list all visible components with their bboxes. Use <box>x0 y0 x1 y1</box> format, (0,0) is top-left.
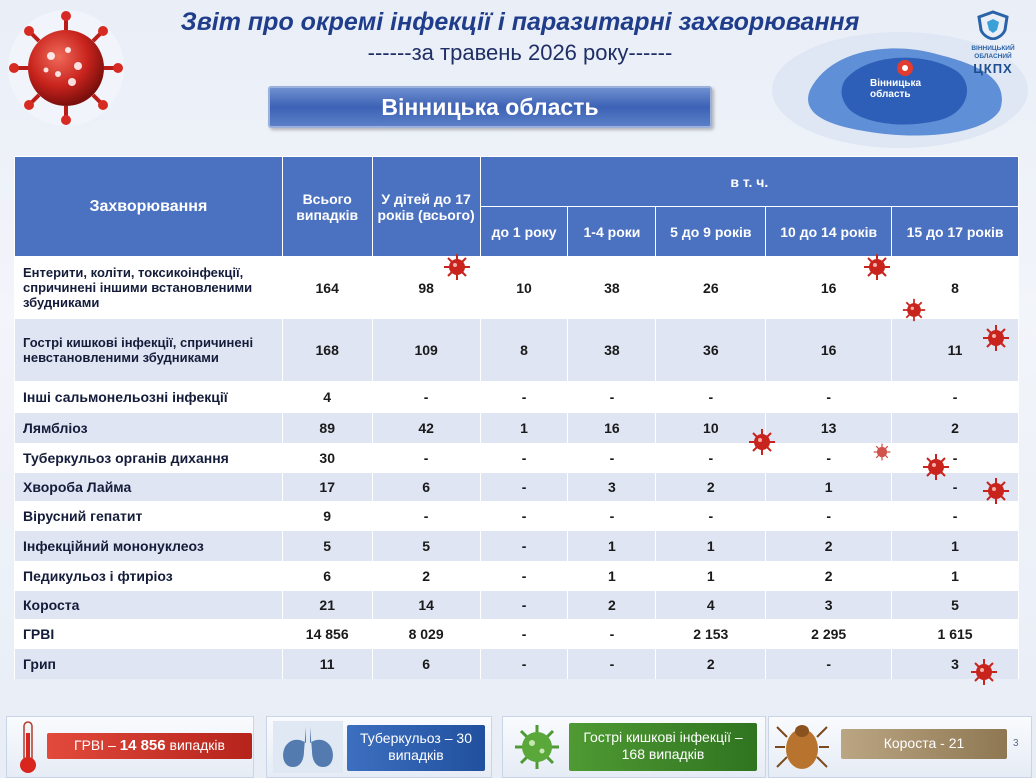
cell-age-1-4: 38 <box>568 319 656 381</box>
table-row <box>15 649 1019 679</box>
gki-summary: Гострі кишкові інфекції – 168 випадків <box>583 729 743 762</box>
cell-age-5-9: - <box>656 501 766 531</box>
cell-age-under-1: 1 <box>480 413 568 443</box>
cell-age-10-14: 2 <box>766 531 892 561</box>
cell-children: 8 029 <box>372 619 480 649</box>
virus-illustration-icon <box>6 8 126 128</box>
cell-children: 109 <box>372 319 480 381</box>
cell-age-under-1: - <box>480 381 568 413</box>
table-row <box>15 501 1019 531</box>
cell-age-under-1: - <box>480 531 568 561</box>
map-region-label: Вінницька область <box>870 78 922 100</box>
logo-line-3: ЦКПХ <box>973 61 1013 76</box>
cell-age-15-17: - <box>892 473 1019 501</box>
cell-age-5-9: 2 <box>656 649 766 679</box>
cell-disease: Педикульоз і фтиріоз <box>15 561 283 591</box>
header-age-5-9: 5 до 9 років <box>656 207 766 257</box>
cell-age-10-14: 16 <box>766 319 892 381</box>
shield-logo-icon <box>976 10 1010 40</box>
cell-disease: Грип <box>15 649 283 679</box>
header-disease: Захворювання <box>15 157 283 257</box>
table-row <box>15 443 1019 473</box>
cell-age-15-17: 1 615 <box>892 619 1019 649</box>
cell-age-1-4: 2 <box>568 591 656 619</box>
cell-total: 4 <box>282 381 372 413</box>
virus-decoration-icon <box>982 477 1010 505</box>
cell-age-15-17: 2 <box>892 413 1019 443</box>
header-including: в т. ч. <box>480 157 1018 207</box>
cell-disease: Інші сальмонельозні інфекції <box>15 381 283 413</box>
virus-decoration-icon <box>863 253 891 281</box>
logo-line-2: ОБЛАСНИЙ <box>974 53 1012 60</box>
cell-age-under-1: - <box>480 561 568 591</box>
cell-children: - <box>372 381 480 413</box>
cell-age-5-9: - <box>656 381 766 413</box>
cell-age-10-14: - <box>766 381 892 413</box>
cell-disease: Ентерити, коліти, токсикоінфекції, спричинені іншими встановленими збудниками <box>15 257 283 319</box>
header-age-under-1: до 1 року <box>480 207 568 257</box>
cell-age-1-4: - <box>568 501 656 531</box>
cell-total: 5 <box>282 531 372 561</box>
mite-icon <box>773 719 831 775</box>
cell-age-10-14: - <box>766 649 892 679</box>
cell-age-1-4: - <box>568 443 656 473</box>
cell-children: 6 <box>372 649 480 679</box>
cell-age-under-1: - <box>480 619 568 649</box>
cell-age-15-17: 1 <box>892 531 1019 561</box>
cell-age-10-14: 2 295 <box>766 619 892 649</box>
table-row <box>15 319 1019 381</box>
cell-children: - <box>372 443 480 473</box>
cell-age-10-14: 16 <box>766 257 892 319</box>
cell-disease: Хвороба Лайма <box>15 473 283 501</box>
cell-age-1-4: 3 <box>568 473 656 501</box>
cell-total: 11 <box>282 649 372 679</box>
cell-age-5-9: 4 <box>656 591 766 619</box>
cell-age-under-1: - <box>480 591 568 619</box>
cell-age-under-1: 10 <box>480 257 568 319</box>
cell-children: 2 <box>372 561 480 591</box>
cell-total: 89 <box>282 413 372 443</box>
virus-decoration-icon <box>970 658 998 686</box>
cell-disease: Туберкульоз органів дихання <box>15 443 283 473</box>
virus-decoration-icon <box>873 443 891 461</box>
cell-total: 21 <box>282 591 372 619</box>
header-age-15-17: 15 до 17 років <box>892 207 1019 257</box>
cell-total: 164 <box>282 257 372 319</box>
cell-disease: Короста <box>15 591 283 619</box>
cell-age-1-4: 38 <box>568 257 656 319</box>
cell-children: 6 <box>372 473 480 501</box>
page-number: 3 <box>1013 738 1019 749</box>
cell-age-15-17: 3 <box>892 649 1019 679</box>
cell-age-15-17: 8 <box>892 257 1019 319</box>
cell-age-1-4: - <box>568 381 656 413</box>
cell-age-5-9: 1 <box>656 561 766 591</box>
bacteria-icon <box>507 721 567 773</box>
cell-age-5-9: - <box>656 443 766 473</box>
cell-total: 14 856 <box>282 619 372 649</box>
cell-children: - <box>372 501 480 531</box>
cell-age-10-14: 1 <box>766 473 892 501</box>
cell-children: 98 <box>372 257 480 319</box>
table-row <box>15 381 1019 413</box>
cell-age-15-17: - <box>892 501 1019 531</box>
table-row <box>15 561 1019 591</box>
cell-children: 42 <box>372 413 480 443</box>
footer-card-gki <box>502 716 766 778</box>
report-title: Звіт про окремі інфекції і паразитарні захворювання <box>180 8 860 36</box>
cell-age-5-9: 1 <box>656 531 766 561</box>
footer-card-scabies <box>768 716 1032 778</box>
table-row <box>15 619 1019 649</box>
thermometer-icon <box>17 719 39 775</box>
cell-age-1-4: - <box>568 649 656 679</box>
cell-age-under-1: - <box>480 501 568 531</box>
cell-age-5-9: 2 153 <box>656 619 766 649</box>
cell-age-15-17: 5 <box>892 591 1019 619</box>
scabies-summary: Короста - 21 <box>883 735 965 751</box>
header-total: Всього випадків <box>282 157 372 257</box>
disease-table <box>14 156 1019 679</box>
cell-age-1-4: 16 <box>568 413 656 443</box>
organization-logo <box>958 10 1028 76</box>
cell-age-under-1: - <box>480 473 568 501</box>
footer-card-tb <box>266 716 492 778</box>
cell-age-under-1: - <box>480 649 568 679</box>
cell-age-10-14: 3 <box>766 591 892 619</box>
cell-total: 30 <box>282 443 372 473</box>
header-age-10-14: 10 до 14 років <box>766 207 892 257</box>
cell-age-10-14: 13 <box>766 413 892 443</box>
cell-age-15-17: 1 <box>892 561 1019 591</box>
table-row <box>15 413 1019 443</box>
cell-age-5-9: 26 <box>656 257 766 319</box>
header-age-1-4: 1-4 роки <box>568 207 656 257</box>
cell-children: 14 <box>372 591 480 619</box>
cell-disease: Вірусний гепатит <box>15 501 283 531</box>
header-children: У дітей до 17 років (всього) <box>372 157 480 257</box>
cell-age-15-17: 11 <box>892 319 1019 381</box>
cell-disease: ГРВІ <box>15 619 283 649</box>
lungs-icon <box>273 721 343 773</box>
cell-age-15-17: - <box>892 381 1019 413</box>
cell-age-15-17: - <box>892 443 1019 473</box>
cell-age-10-14: 2 <box>766 561 892 591</box>
cell-disease: Гострі кишкові інфекції, спричинені невстановленими збудниками <box>15 319 283 381</box>
footer-card-grvi <box>6 716 254 778</box>
cell-age-1-4: - <box>568 619 656 649</box>
report-period: ------за травень 2026 року------ <box>367 40 673 65</box>
region-banner: Вінницька область <box>268 86 712 128</box>
virus-decoration-icon <box>748 428 776 456</box>
cell-age-5-9: 10 <box>656 413 766 443</box>
cell-age-1-4: 1 <box>568 561 656 591</box>
cell-children: 5 <box>372 531 480 561</box>
cell-age-5-9: 36 <box>656 319 766 381</box>
cell-age-under-1: 8 <box>480 319 568 381</box>
cell-total: 168 <box>282 319 372 381</box>
cell-total: 6 <box>282 561 372 591</box>
cell-disease: Інфекційний мононуклеоз <box>15 531 283 561</box>
cell-total: 17 <box>282 473 372 501</box>
cell-total: 9 <box>282 501 372 531</box>
grvi-summary: ГРВІ – 14 856 випадків <box>74 737 225 754</box>
table-row <box>15 473 1019 501</box>
cell-disease: Лямбліоз <box>15 413 283 443</box>
tb-summary: Туберкульоз – 30 випадків <box>360 730 472 763</box>
virus-decoration-icon <box>982 324 1010 352</box>
cell-age-10-14: - <box>766 501 892 531</box>
virus-decoration-icon <box>443 253 471 281</box>
logo-line-1: ВІННИЦЬКИЙ <box>971 45 1015 52</box>
cell-age-1-4: 1 <box>568 531 656 561</box>
cell-age-under-1: - <box>480 443 568 473</box>
table-row <box>15 531 1019 561</box>
cell-age-10-14: - <box>766 443 892 473</box>
virus-decoration-icon <box>902 298 926 322</box>
virus-decoration-icon <box>922 453 950 481</box>
cell-age-5-9: 2 <box>656 473 766 501</box>
table-row <box>15 591 1019 619</box>
